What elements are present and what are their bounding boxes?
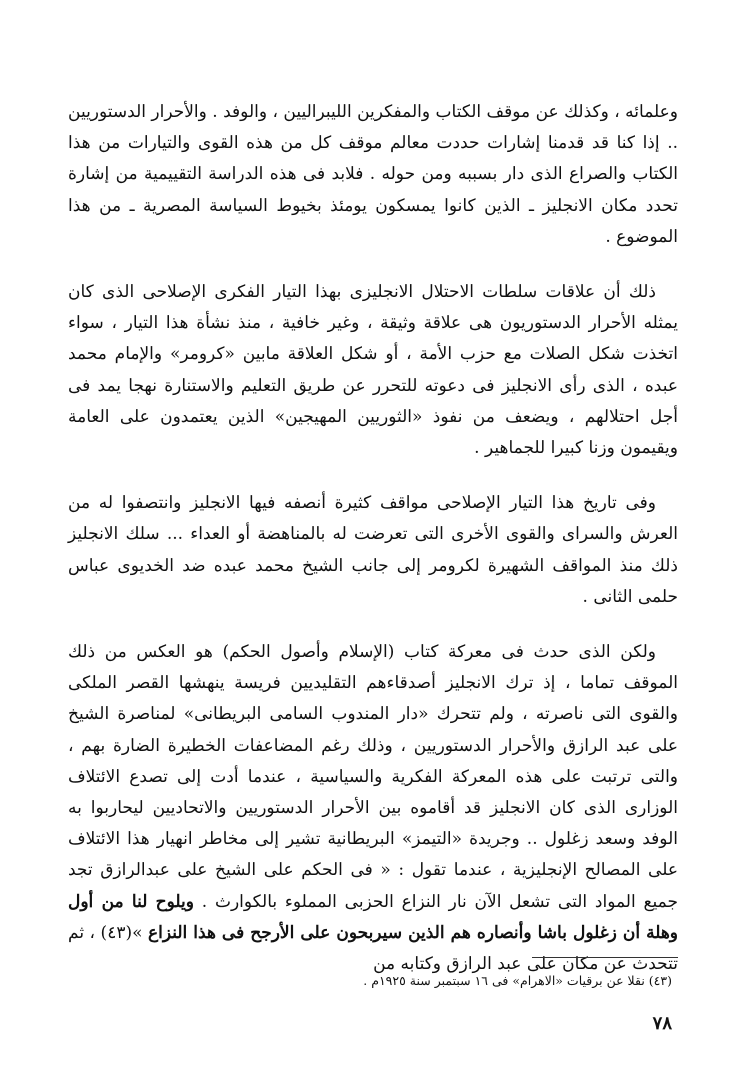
footnote: (٤٣) نقلا عن برقيات «الاهرام» فى ١٦ سبتمبر سنة ١٩٢٥م . [363, 973, 672, 988]
paragraph-4-bold-quote: ويلوح لنا من أول وهلة أن زغلول باشا وأنصاره هم الذين سيربحون على الأرجح فى هذا النزاع [68, 891, 678, 943]
page-number: ٧٨ [652, 1013, 672, 1034]
paragraph-4-text: ولكن الذى حدث فى معركة كتاب (الإسلام وأصول الحكم) هو العكس من ذلك الموقف تماما ، إذ ترك الانجليز أصدقاءهم التقليديين فريسة ينهشها القصر الملكى والقوى التى ناصرته ، ولم تتحرك «دار المندوب السامى البريطانى» لمناصرة الشيخ على عبد الرازق والأحرار الدستوريين ، وذلك رغم المضاعفات الخطيرة الضارة بهم ، والتى ترتبت على هذه المعركة الفكرية والسياسية ، عندما أدت إلى تصدع الائتلاف الوزارى الذى كان الانجليز قد أقاموه بين الأحرار الدستوريين والاتحاديين ليحاربوا به الوفد وسعد زغلول .. وجريدة «التيمز» البريطانية تشير إلى مخاطر انهيار هذا الائتلاف على المصالح الإنجليزية ، عندما تقول : « فى الحكم على الشيخ على عبدالرازق تجد جميع المواد التى تشعل الآن نار النزاع الحزبى المملوء بالكوارث . [68, 642, 678, 912]
body-text [68, 97, 678, 1004]
paragraph-3: وفى تاريخ هذا التيار الإصلاحى مواقف كثيرة أنصفه فيها الانجليز وانتصفوا له من العرش والسراى والقوى الأخرى التى تعرضت له بالمناهضة أو العداء ... سلك الانجليز ذلك منذ المواقف الشهيرة لكرومر إلى جانب الشيخ محمد عبده ضد الخديوى عباس حلمى الثانى . [68, 493, 678, 607]
paragraph-1: وعلمائه ، وكذلك عن موقف الكتاب والمفكرين الليبراليين ، والوفد . والأحرار الدستوريين .. إذا كنا قد قدمنا إشارات حددت معالم موقف كل من هذه القوى والتيارات من هذا الكتاب والصراع الذى دار بسببه ومن حوله . فلابد فى هذه الدراسة التقييمية من إشارة تحدد مكان الانجليز ـ الذين كانوا يمسكون يومئذ بخيوط السياسة المصرية ـ من هذا الموضوع . [68, 102, 678, 247]
paragraph-4-tail: »(٤٣) ، ثم تتحدث عن مكان على عبد الرازق وكتابه من [68, 922, 678, 975]
paragraph-2: ذلك أن علاقات سلطات الاحتلال الانجليزى بهذا التيار الفكرى الإصلاحى الذى كان يمثله الأحرار الدستوريون هى علاقة وثيقة ، وغير خافية ، منذ نشأة هذا التيار ، سواء اتخذت شكل الصلات مع حزب الأمة ، أو شكل العلاقة مابين «كرومر» والإمام محمد عبده ، الذى رأى الانجليز فى دعوته للتحرر عن طريق التعليم والاستنارة نهجا يمد فى أجل احتلالهم ، ويضعف من نفوذ «الثوريين المهيجين» الذين يعتمدون على العامة ويقيمون وزنا كبيرا للجماهير . [68, 282, 678, 459]
footnote-divider [532, 957, 678, 958]
paragraph-4 [68, 637, 678, 980]
